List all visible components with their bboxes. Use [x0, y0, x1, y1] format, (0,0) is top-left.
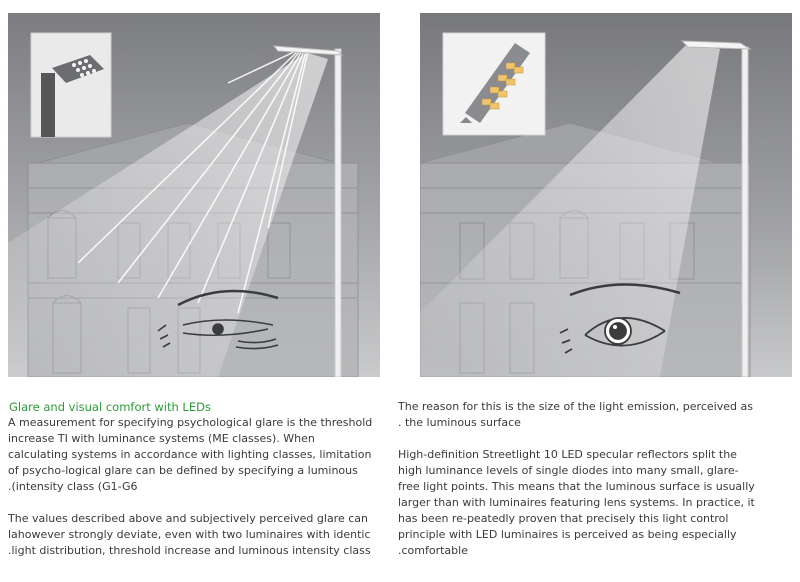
glare-paragraph-1: A measurement for specifying psychological glare is the threshold increase TI with luminance systems (ME classes). When calculating systems in accordance with lighting classes, limitation of psycho-logical glare can be defined by specifying a luminous .(intensity class (G1-G6 — [8, 416, 373, 493]
left-text-column — [8, 399, 380, 559]
streetlight-paragraph: High-definition Streetlight 10 LED specular reflectors split the high luminance levels of single diodes into many small, glare- free light points. This means that the luminous surface is usually larger than with luminaires featuring lens systems. In practice, it has been re-peatedly proven that precisely this light control principle with LED luminaires is perceived as being especially .comfortable — [398, 448, 755, 557]
luminaire-photo-inset — [443, 33, 545, 135]
glare-paragraph-2: The values described above and subjectively perceived glare can lahowever strongly deviate, even with two luminaires with identic .light distribution, threshold increase and luminous intensity class — [8, 512, 371, 557]
lamp-pole — [335, 49, 341, 377]
luminaire-photo-inset — [31, 33, 111, 137]
section-heading: Glare and visual comfort with LEDs — [9, 400, 211, 414]
right-illustration — [420, 13, 792, 377]
lamp-pole — [742, 47, 748, 377]
luminous-surface-paragraph: The reason for this is the size of the light emission, perceived as . the luminous surface — [398, 400, 753, 429]
right-text-column — [398, 399, 768, 559]
left-illustration — [8, 13, 380, 377]
